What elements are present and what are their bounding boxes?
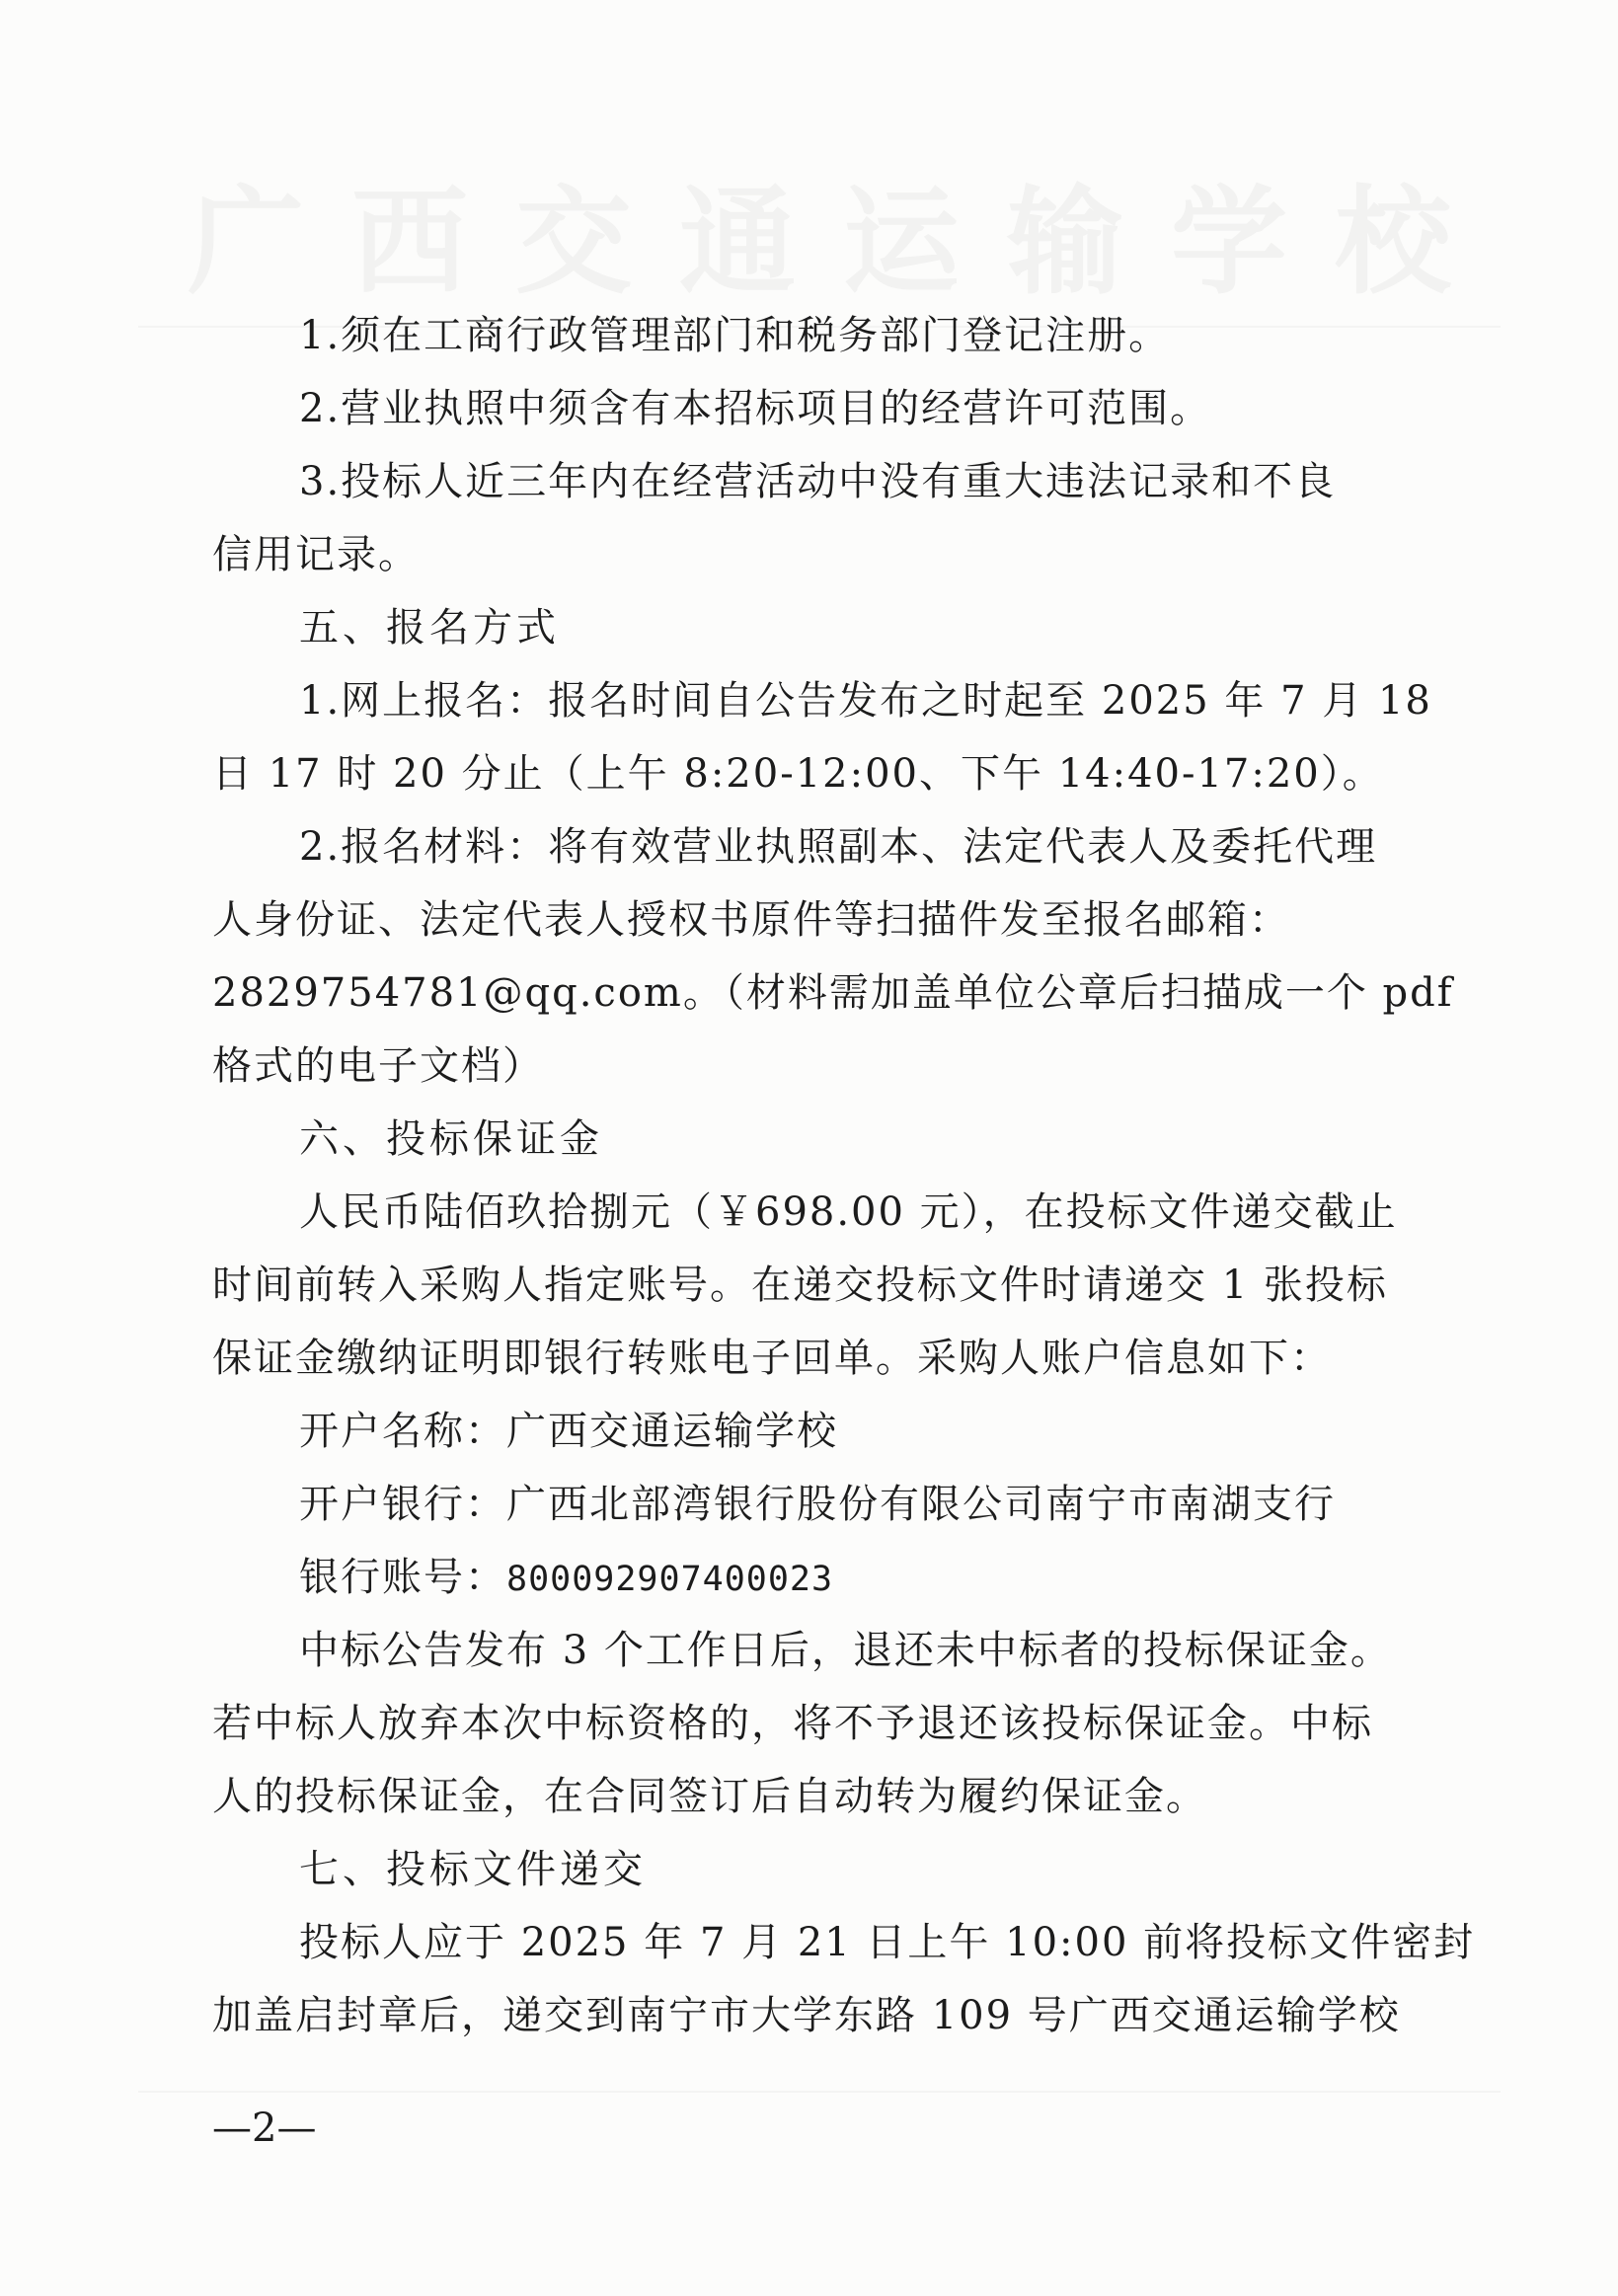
submission-line-1: 投标人应于 2025 年 7 月 21 日上午 10:00 前将投标文件密封 (299, 1920, 1476, 1965)
deposit-amount-line-3: 保证金缴纳证明即银行转账电子回单。采购人账户信息如下： (212, 1336, 1332, 1381)
deposit-amount-line-1: 人民币陆佰玖拾捌元（￥698.00 元），在投标文件递交截止 (299, 1189, 1398, 1235)
registration-online-line-1: 1.网上报名：报名时间自公告发布之时起至 2025 年 7 月 18 (299, 678, 1432, 724)
registration-online-line-2: 日 17 时 20 分止（上午 8:20-12:00、下午 14:40-17:20）。 (212, 751, 1384, 797)
deposit-amount-line-2: 时间前转入采购人指定账号。在递交投标文件时请递交 1 张投标 (212, 1263, 1388, 1308)
section-heading-registration: 五、报名方式 (299, 605, 560, 651)
registration-materials-line-1: 2.报名材料：将有效营业执照副本、法定代表人及委托代理 (299, 824, 1378, 870)
account-number-row (299, 1555, 1503, 1600)
account-name: 开户名称：广西交通运输学校 (299, 1409, 838, 1454)
submission-line-2: 加盖启封章后，递交到南宁市大学东路 109 号广西交通运输学校 (212, 1993, 1401, 2038)
registration-email-line: 2829754781@qq.com。（材料需加盖单位公章后扫描成一个 pdf (212, 970, 1454, 1016)
requirement-2: 2.营业执照中须含有本招标项目的经营许可范围。 (299, 386, 1212, 431)
requirement-1: 1.须在工商行政管理部门和税务部门登记注册。 (299, 313, 1171, 358)
bleed-through-header: 广西交通运输学校 (188, 173, 1500, 310)
deposit-refund-line-3: 人的投标保证金，在合同签订后自动转为履约保证金。 (212, 1774, 1207, 1819)
section-heading-deposit: 六、投标保证金 (299, 1116, 603, 1162)
requirement-3-line-2: 信用记录。 (212, 532, 420, 577)
registration-materials-line-4: 格式的电子文档） (212, 1043, 544, 1089)
requirement-3-line-1: 3.投标人近三年内在经营活动中没有重大违法记录和不良 (299, 459, 1337, 504)
account-number-value: 800092907400023 (506, 1560, 834, 1599)
account-bank: 开户银行：广西北部湾银行股份有限公司南宁市南湖支行 (299, 1482, 1336, 1527)
page-number: —2— (212, 2105, 317, 2151)
bleed-through-rule (138, 2091, 1501, 2093)
deposit-refund-line-2: 若中标人放弃本次中标资格的，将不予退还该投标保证金。中标 (212, 1701, 1373, 1746)
deposit-refund-line-1: 中标公告发布 3 个工作日后，退还未中标者的投标保证金。 (299, 1628, 1392, 1673)
registration-materials-line-2: 人身份证、法定代表人授权书原件等扫描件发至报名邮箱： (212, 897, 1290, 943)
section-heading-submission: 七、投标文件递交 (299, 1847, 647, 1892)
account-number-label: 银行账号： (299, 1555, 506, 1600)
